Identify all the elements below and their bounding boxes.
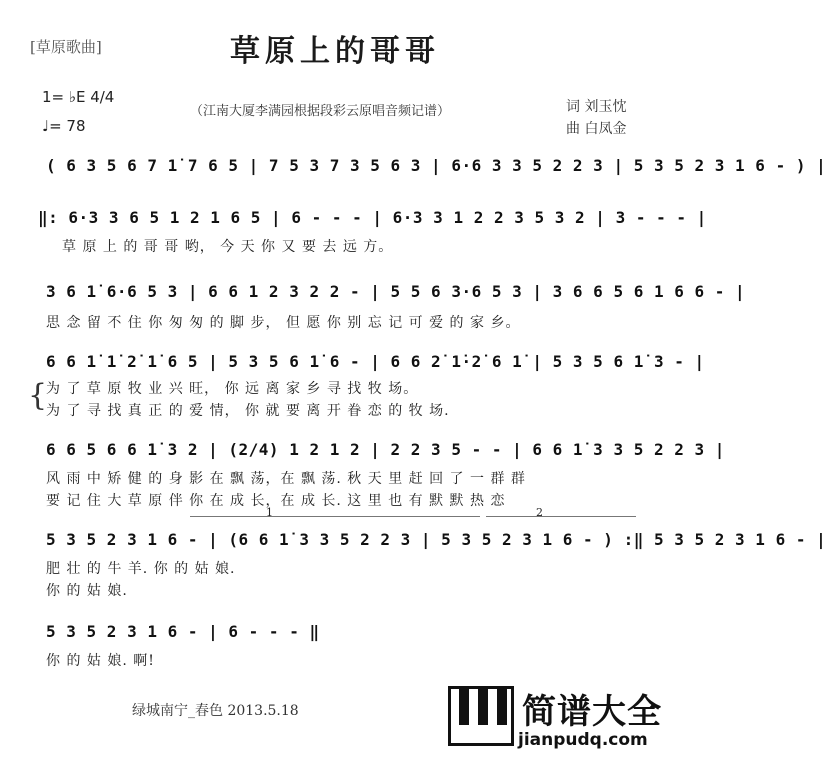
tempo-marking: ♩= 78 xyxy=(42,117,86,135)
volta-number-1: 1 xyxy=(266,506,273,519)
staff-line-ending: 5 3 5 2 3 1 6 - | (6 6 1̇ 3 3 5 2 2 3 | 5 3 5 2 3 1 6 - ) :‖ 5 3 5 2 3 1 6 - | xyxy=(46,530,826,549)
staff-line-intro: ( 6 3 5 6 7 1̇ 7 6 5 | 7 5 3 7 3 5 6 3 | 6·6 3 3 5 2 2 3 | 5 3 5 2 3 1 6 - ) | xyxy=(46,156,826,175)
lyric-line: 草 原 上 的 哥 哥 哟， 今 天 你 又 要 去 远 方。 xyxy=(62,239,394,255)
staff-line-chorus-b: 6 6 5 6 6 1̇ 3 2 | (2/4) 1 2 1 2 | 2 2 3 5 - - | 6 6 1̇ 3 3 5 2 2 3 | xyxy=(46,440,725,459)
lyric-line-verse-2: 你 的 姑 娘. xyxy=(46,583,128,599)
lyric-line-verse-2: 为 了 寻 找 真 正 的 爱 情， 你 就 要 离 开 眷 恋 的 牧 场. xyxy=(46,403,450,419)
verse-brace: { xyxy=(28,378,48,413)
staff-line-coda: 5 3 5 2 3 1 6 - | 6 - - - ‖ xyxy=(46,622,320,641)
transcription-note: （江南大厦李满园根据段彩云原唱音频记谱） xyxy=(190,104,451,119)
lyric-line-verse-1: 肥 壮 的 牛 羊. 你 的 姑 娘. xyxy=(46,561,236,577)
staff-line-verse-b: 3 6 1̇ 6·6 5 3 | 6 6 1 2 3 2 2 - | 5 5 6 3·6 5 3 | 3 6 6 5 6 1 6 6 - | xyxy=(46,282,746,301)
volta-bracket-1 xyxy=(190,516,480,517)
key-signature: 1= ♭E 4/4 xyxy=(42,88,115,106)
staff-line-verse-a: ‖: 6·3 3 6 5 1 2 1 6 5 | 6 - - - | 6·3 3 1 2 2 3 5 3 2 | 3 - - - | xyxy=(38,208,707,227)
category-label: [草原歌曲] xyxy=(30,38,102,56)
site-logo xyxy=(448,684,663,756)
composer-credit: 曲 白凤金 xyxy=(566,121,627,137)
lyricist-credit: 词 刘玉忱 xyxy=(566,99,627,115)
volta-number-2: 2 xyxy=(536,506,543,519)
logo-url: jianpudq.com xyxy=(518,730,648,750)
staff-line-chorus-a: 6 6 1̇ 1̇ 2̇ 1̇ 6 5 | 5 3 5 6 1̇ 6 - | 6 6 2̇ 1̇·2̇ 6 1̇ | 5 3 5 6 1̇ 3 - | xyxy=(46,352,705,371)
volta-bracket-2 xyxy=(486,516,636,517)
lyric-line: 你 的 姑 娘. 啊! xyxy=(46,653,155,669)
lyric-line-verse-1: 为 了 草 原 牧 业 兴 旺， 你 远 离 家 乡 寻 找 牧 场。 xyxy=(46,381,419,397)
logo-name: 简谱大全 xyxy=(522,692,662,732)
song-title: 草原上的哥哥 xyxy=(230,34,440,69)
lyric-line-verse-1: 风 雨 中 矫 健 的 身 影 在 飘 荡，在 飘 荡. 秋 天 里 赶 回 了 一 群 群 xyxy=(46,471,526,487)
lyric-line: 思 念 留 不 住 你 匆 匆 的 脚 步， 但 愿 你 别 忘 记 可 爱 的 家 乡。 xyxy=(46,315,521,331)
transcriber-signature: 绿城南宁_春色 2013.5.18 xyxy=(132,703,299,719)
piano-keys-icon xyxy=(448,686,514,746)
lyric-line-verse-2: 要 记 住 大 草 原 伴 你 在 成 长，在 成 长. 这 里 也 有 默 默 热 恋 xyxy=(46,493,506,509)
